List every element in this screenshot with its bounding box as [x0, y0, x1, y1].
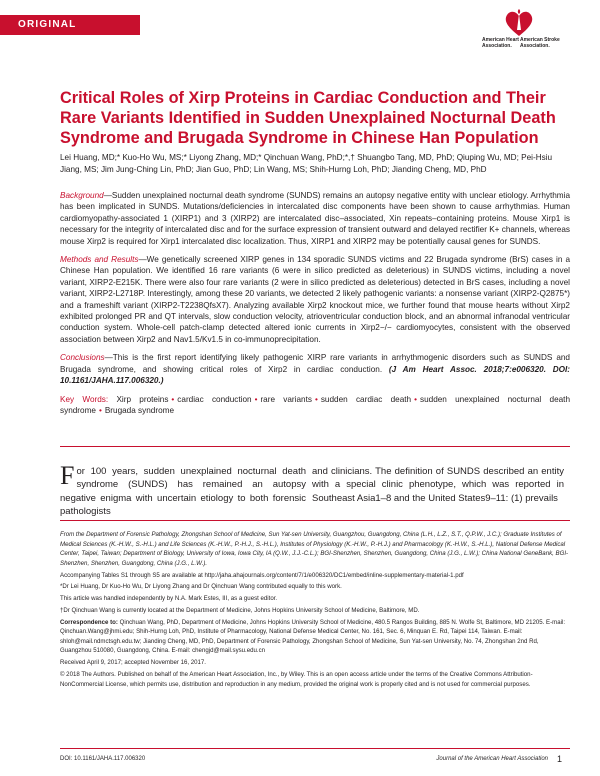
section-divider	[60, 446, 570, 447]
keyword: sudden unexplained nocturnal death syndrome	[60, 394, 571, 415]
aha-logo-text: American Heart Association.	[482, 37, 519, 49]
correspondence-text: Qinchuan Wang, PhD, Department of Medicine, Johns Hopkins University School of Medicine, 480.5 Rangos Building, 885 N. Wolfe St, Baltimore, MD 21205. E-mail: Qinchuan.Wang@jhmi.edu; Shih-Hurng Loh, PhD, Institute of Pharmacology, National Defense Medical Center, No. 161, Sec. 6, Minquan E. Rd, Taipei 114, Taiwan. E-mail: shloh@mail.ndmctsgh.edu.tw; Jianding Cheng, MD, PhD, Department of Forensic Pathology, Zhongshan School of Medicine, Sun Yat-sen University, No. 74, Zhongshan 2nd Rd, Guangzhou 510080, Guangdong, China. E-mail: chengjd@mail.sysu.edu.cn	[60, 618, 566, 655]
conclusions-text: —This is the first report identifying likely pathogenic XIRP rare variants in arrhythmogenic disorders such as SUNDS and Brugada syndrome, and showing critical roles of Xirp2 in cardiac conduction.	[60, 353, 570, 374]
keyword: cardiac conduction	[177, 394, 252, 404]
footnote-divider	[60, 520, 570, 521]
page-number: 1	[556, 754, 562, 764]
abstract-methods	[60, 254, 570, 345]
heart-torch-icon	[502, 8, 536, 38]
footer-journal: Journal of the American Heart Association	[436, 756, 548, 762]
page-footer	[60, 754, 570, 766]
body-column-left	[60, 461, 306, 518]
keyword: Brugada syndrome	[104, 405, 175, 415]
article-type-badge: ORIGINAL RESEARCH	[0, 15, 140, 35]
aha-logo	[482, 8, 562, 52]
background-text: —Sudden unexplained nocturnal death syndrome (SUNDS) remains an autopsy negative entity with unclear etiology. Arrhythmia has been implicated in SUNDS. Mutations/deficiencies in intercalated disc components have been shown to cause arrhythmias. Human cardiomyopathy-associated 1 (XIRP1) and 3 (XIRP2) are intercalated disc–associated, Xin repeats–containing proteins. Mouse Xirp1 is necessary for the integrity of intercalated disc and for the surface expression of transient outward and delayed rectifier K+ channels, whereas mouse Xirp2 is required for Xirp1 intercalated disc localization. Thus, XIRP1 and XIRP2 may be potentially causal genes for SUNDS.	[60, 191, 570, 246]
correspondence-label: Correspondence to:	[60, 618, 118, 626]
methods-text: —We genetically screened XIRP genes in 134 sporadic SUNDS victims and 22 Brugada syndrome (BrS) cases in a Chinese Han population. We identified 16 rare variants (6 were in silico predicted as deleterious) in SUNDS victims, including a novel variant, XIRP2-E215K. There were also four rare variants (2 were in silico predicted as deleterious) detected in BrS cases, including a novel variant, XIRP2-L2718P. Interestingly, among these 20 variants, we detected 2 likely pathogenic variants: a nonsense variant (XIRP2-Q2875*) and a frameshift variant (XIRP2-T2238QfsX7). Analyzing available Xirp2 knockout mice, we further found that mouse hearts without Xirp2 exhibited prolonged PR and QT intervals, slow conduction velocity, atrioventricular conduction block, and an abnormal infranodal ventricular conduction system. Whole-cell patch-clamp detected altered ionic currents in Xirp2−/− cardiomyocytes, consistent with the observed association between Xirp2 and Nav1.5/Kv1.5 in co-immunoprecipitation.	[60, 255, 570, 344]
abstract-conclusions	[60, 352, 570, 386]
supplement-note: Accompanying Tables S1 through S5 are available at http://jaha.ahajournals.org/content/7/1/e006320/DC1/embed/inline-supplementary-material-1.pdf	[60, 571, 464, 579]
keywords	[60, 394, 570, 417]
keyword: Xirp proteins	[116, 394, 169, 404]
article-title: Critical Roles of Xirp Proteins in Cardiac Conduction and Their Rare Variants Identified in Sudden Unexplained Nocturnal Death Syndrome and Brugada Syndrome in Chinese Han Population	[60, 89, 556, 147]
handling-editor-note: This article was handled independently by N.A. Mark Estes, III, as a guest editor.	[60, 595, 278, 603]
correspondence	[60, 618, 570, 656]
drop-cap: F	[60, 461, 75, 490]
affiliation-from: From the Department of Forensic Pathology, Zhongshan School of Medicine, Sun Yat-sen University, Guangzhou, Guangdong, China (L.H., L.Z., S.T., Q.P.W., J.C.); Graduate Institutes of Medical Sciences (K.-H.W., S.-H.L.) and Life Sciences (K.-H.W., P.-H.J., S.-H.L.), Institutes of Physiology (K.-H.W., P.-H.J.) and Pharmacology (K.-H.W., S.-H.L.), National Defense Medical Center, Taipei, Taiwan; Department of Biology, University of Iowa, Iowa City, IA (Q.W., J.J.-C.L.); BGI-Shenzhen, Shenzhen, Guangdong, China (J.G., L.W.); China National GeneBank, BGI-Shenzhen, Shenzhen, Guangdong, China (J.G., L.W.).	[60, 531, 569, 567]
background-heading: Background	[60, 191, 104, 200]
keyword-separator: •	[254, 394, 258, 404]
conclusions-heading: Conclusions	[60, 353, 105, 363]
body-column-right: and clinicians. The definition of SUNDS described an entity with a special clinic phenotype, which was reported in Southeast Asia1–8 and the United States9–11: (1) prevails	[312, 466, 564, 504]
body-text-left: or 100 years, sudden unexplained nocturnal death syndrome (SUNDS) has remained an autopsy negative enigma with uncertain etiology to both forensic pathologists	[60, 466, 306, 517]
equal-contribution-note: *Dr Lei Huang, Dr Kuo-Ho Wu, Dr Liyong Zhang and Dr Qinchuan Wang contributed equally to this work.	[60, 583, 342, 591]
abstract	[60, 190, 570, 423]
license-note: © 2018 The Authors. Published on behalf of the American Heart Association, Inc., by Wiley. This is an open access article under the terms of the Creative Commons Attribution-NonCommercial License, which permits use, distribution and reproduction in any medium, provided the original work is properly cited and is not used for commercial purposes.	[60, 671, 533, 688]
methods-heading: Methods and Results	[60, 255, 139, 265]
author-list: Lei Huang, MD;* Kuo-Ho Wu, MS;* Liyong Zhang, MD;* Qinchuan Wang, PhD;*,† Shuangbo Tang, MD, PhD; Qiuping Wu, MD; Pei-Hsiu Jiang, MS; Jim Jung-Ching Lin, PhD; Jian Guo, PhD; Lin Wang, MS; Shih-Hurng Loh, PhD; Jianding Cheng, MD, PhD	[60, 153, 553, 174]
received-dates: Received April 9, 2017; accepted November 16, 2017.	[60, 659, 207, 667]
keywords-list	[60, 395, 570, 415]
footer-divider	[60, 748, 570, 749]
dagger-note: †Dr Qinchuan Wang is currently located at the Department of Medicine, Johns Hopkins University School of Medicine, Baltimore, MD.	[60, 606, 420, 614]
keywords-label: Key Words:	[60, 394, 109, 404]
keyword-separator: •	[171, 394, 175, 404]
abstract-background	[60, 190, 570, 247]
citation: (J Am Heart Assoc. 2018;7:e006320. DOI: 10.1161/JAHA.117.006320.)	[60, 364, 571, 386]
keyword-separator: •	[98, 405, 102, 415]
affiliations	[60, 530, 570, 691]
footer-doi: DOI: 10.1161/JAHA.117.006320	[60, 756, 146, 762]
keyword: sudden cardiac death	[320, 394, 412, 404]
keyword-separator: •	[314, 394, 318, 404]
asa-logo-text: American Stroke Association.	[520, 37, 560, 49]
keyword-separator: •	[414, 394, 417, 404]
keyword: rare variants	[260, 394, 312, 404]
